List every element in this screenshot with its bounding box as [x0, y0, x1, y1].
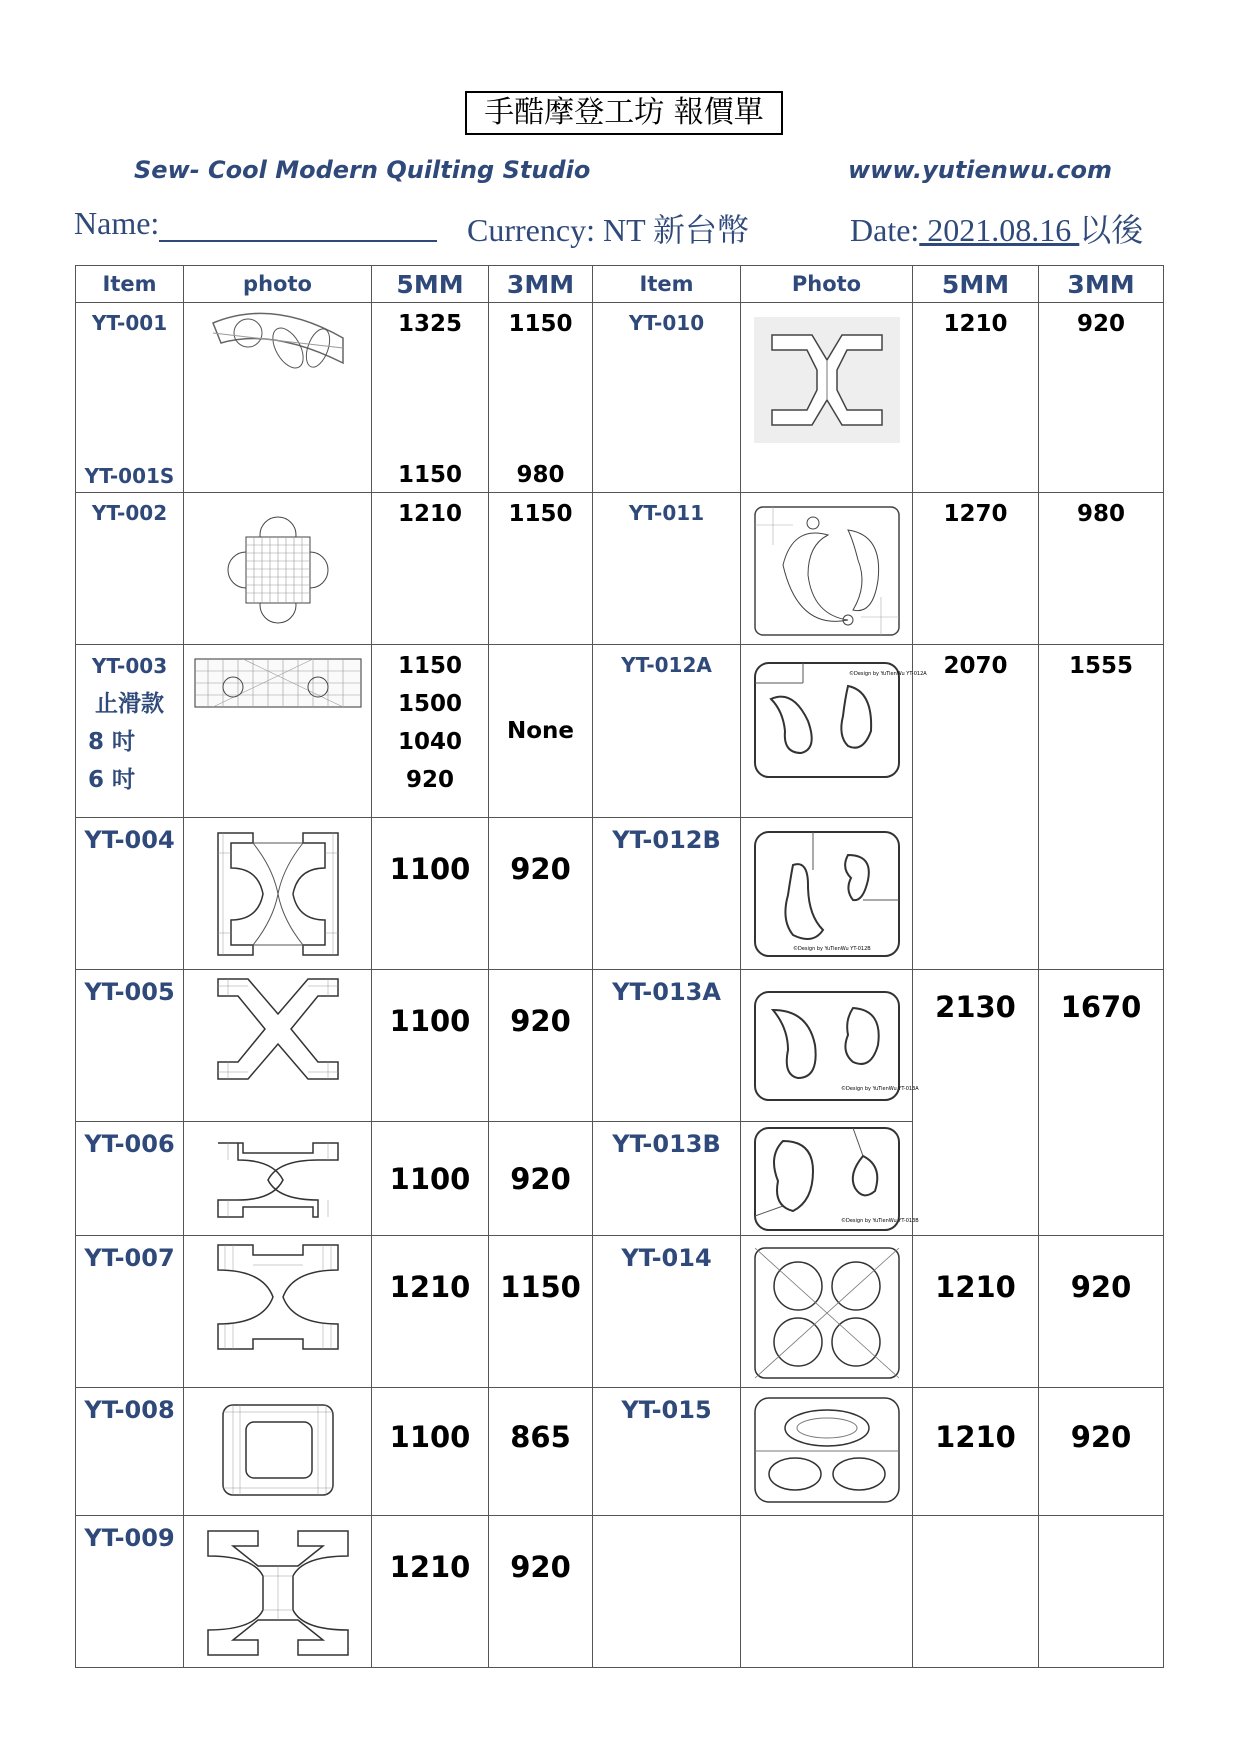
item-variant: 8 吋	[88, 729, 136, 755]
photo-cell	[741, 303, 913, 493]
price-value: 920	[510, 1549, 571, 1584]
price-value: 1555	[1068, 653, 1133, 679]
item-code: YT-001	[91, 311, 168, 335]
price-value: 1500	[397, 691, 462, 717]
col-header-3mm: 3MM	[489, 266, 593, 303]
item-code: YT-002	[91, 501, 168, 525]
empty-cell	[913, 1516, 1039, 1668]
ruler-photo	[203, 303, 353, 403]
price-3mm	[489, 645, 593, 818]
table-row	[76, 303, 1164, 493]
ruler-photo	[213, 1240, 343, 1354]
price-3mm	[489, 970, 593, 1122]
empty-cell	[1039, 1516, 1164, 1668]
price-value: 920	[405, 767, 454, 793]
price-value: 1100	[389, 1003, 471, 1038]
price-table	[75, 265, 1164, 1668]
price-value: 1670	[1060, 990, 1142, 1024]
col-header-5mm: 5MM	[372, 266, 489, 303]
studio-name: Sew- Cool Modern Quilting Studio	[134, 156, 591, 184]
price-value: 920	[1070, 1419, 1132, 1454]
price-value: 1100	[389, 1419, 471, 1454]
price-value: 1210	[935, 1419, 1016, 1454]
item-variant: 6 吋	[88, 767, 136, 793]
price-5mm	[913, 1388, 1039, 1516]
item-code: YT-005	[84, 978, 175, 1006]
ruler-photo	[213, 1138, 343, 1222]
item-cell	[593, 1122, 741, 1236]
ruler-photo	[753, 505, 901, 637]
price-value: 1210	[389, 1549, 471, 1584]
price-value: 1210	[943, 311, 1008, 337]
item-cell	[76, 1236, 184, 1388]
price-value: 1325	[397, 311, 462, 337]
col-header-5mm-right: 5MM	[913, 266, 1039, 303]
date-value: 2021.08.16	[919, 212, 1080, 248]
photo-cell	[741, 818, 913, 970]
price-value: 980	[516, 462, 565, 488]
ruler-photo	[218, 1400, 338, 1500]
item-cell	[76, 1122, 184, 1236]
item-cell	[76, 645, 184, 818]
photo-caption: ©Design by YuTienWu YT-012B	[792, 946, 871, 952]
item-code: YT-006	[84, 1130, 175, 1158]
table-row	[76, 645, 1164, 818]
price-value: 1100	[389, 851, 471, 886]
item-cell	[593, 493, 741, 645]
item-code: YT-013B	[612, 1130, 721, 1158]
item-code: YT-001S	[84, 464, 175, 488]
table-row	[76, 1516, 1164, 1668]
photo-cell	[184, 1516, 372, 1668]
price-value: 2130	[935, 990, 1016, 1024]
price-5mm	[372, 1388, 489, 1516]
photo-cell	[741, 1388, 913, 1516]
page-title: 手酷摩登工坊 報價單	[465, 91, 783, 135]
currency: Currency: NT 新台幣	[467, 212, 750, 248]
price-value: 920	[510, 1161, 571, 1196]
price-value: 1040	[397, 729, 462, 755]
ruler-photo	[203, 1526, 353, 1660]
col-header-item-right: Item	[593, 266, 741, 303]
col-header-photo: photo	[184, 266, 372, 303]
price-5mm	[372, 1236, 489, 1388]
price-5mm	[372, 818, 489, 970]
price-5mm	[913, 303, 1039, 493]
photo-cell	[184, 1388, 372, 1516]
table-row	[76, 493, 1164, 645]
item-cell	[76, 818, 184, 970]
price-3mm	[489, 1236, 593, 1388]
price-value: 1150	[397, 653, 462, 679]
date-line	[850, 205, 1143, 251]
price-value: 1150	[397, 462, 462, 488]
price-3mm	[489, 1122, 593, 1236]
price-value: 1210	[935, 1269, 1016, 1304]
col-header-item: Item	[76, 266, 184, 303]
price-value: 920	[1076, 311, 1125, 337]
photo-caption: ©Design by YuTienWu YT-013A	[840, 1086, 919, 1092]
header-row	[76, 266, 1164, 303]
empty-cell	[593, 1516, 741, 1668]
item-code: YT-003	[91, 654, 168, 678]
price-value: 920	[510, 851, 571, 886]
price-value: 920	[510, 1003, 571, 1038]
ruler-photo	[753, 661, 927, 779]
item-cell	[593, 1236, 741, 1388]
item-cell	[593, 645, 741, 818]
price-value: 920	[1070, 1269, 1132, 1304]
price-value: 1150	[508, 311, 573, 337]
price-3mm	[1039, 1236, 1164, 1388]
item-code: YT-007	[84, 1244, 175, 1272]
price-value: 1210	[397, 501, 462, 527]
price-value: 1100	[389, 1161, 471, 1196]
item-variant: 止滑款	[95, 691, 164, 717]
photo-cell	[741, 645, 927, 818]
item-code: YT-012A	[621, 653, 712, 677]
price-3mm	[1039, 493, 1164, 645]
item-cell	[593, 818, 741, 970]
price-3mm	[1039, 645, 1164, 970]
price-5mm	[913, 645, 1039, 970]
ruler-photo	[753, 990, 919, 1102]
price-5mm	[372, 303, 489, 493]
item-code: YT-004	[84, 826, 175, 854]
item-code: YT-008	[84, 1396, 175, 1424]
price-5mm	[372, 493, 489, 645]
item-cell	[76, 493, 184, 645]
photo-caption: ©Design by YuTienWu YT-013B	[840, 1218, 919, 1224]
date-suffix: 以後	[1079, 212, 1144, 248]
photo-cell	[741, 1122, 919, 1236]
ruler-photo	[228, 515, 328, 625]
item-code: YT-015	[621, 1396, 712, 1424]
photo-cell	[741, 970, 919, 1122]
item-code: YT-010	[628, 311, 705, 335]
item-code: YT-012B	[612, 826, 721, 854]
photo-cell	[741, 1236, 913, 1388]
price-3mm	[489, 1388, 593, 1516]
name-line	[74, 205, 437, 242]
photo-cell	[184, 303, 372, 493]
price-value: 1150	[500, 1269, 581, 1304]
table-row	[76, 1388, 1164, 1516]
date-label: Date:	[850, 212, 920, 248]
table-row	[76, 1236, 1164, 1388]
price-3mm	[1039, 1388, 1164, 1516]
item-code: YT-011	[628, 501, 705, 525]
photo-cell	[184, 645, 372, 818]
price-value: 1210	[389, 1269, 471, 1304]
photo-cell	[184, 1122, 372, 1236]
price-3mm	[489, 303, 593, 493]
item-cell	[76, 970, 184, 1122]
photo-cell	[184, 493, 372, 645]
ruler-photo	[213, 974, 343, 1084]
item-cell	[593, 970, 741, 1122]
item-cell	[593, 303, 741, 493]
item-code: YT-014	[621, 1244, 712, 1272]
price-5mm	[372, 645, 489, 818]
ruler-photo	[193, 657, 363, 709]
ruler-photo	[213, 828, 343, 960]
empty-cell	[741, 1516, 913, 1668]
price-5mm	[372, 970, 489, 1122]
item-cell	[76, 303, 184, 493]
item-cell	[76, 1516, 184, 1668]
price-value: 1270	[943, 501, 1008, 527]
photo-cell	[184, 970, 372, 1122]
price-5mm	[913, 970, 1039, 1236]
photo-cell	[184, 818, 372, 970]
price-3mm	[1039, 970, 1164, 1236]
price-value: 2070	[943, 653, 1008, 679]
price-3mm	[489, 1516, 593, 1668]
website: www.yutienwu.com	[848, 156, 1112, 184]
price-value: 980	[1076, 501, 1125, 527]
name-label: Name:	[74, 205, 160, 241]
item-cell	[76, 1388, 184, 1516]
item-code: YT-009	[84, 1524, 175, 1552]
ruler-photo	[752, 315, 902, 445]
ruler-photo	[753, 1126, 919, 1232]
price-5mm	[372, 1516, 489, 1668]
item-code: YT-013A	[612, 978, 721, 1006]
item-cell	[593, 1388, 741, 1516]
ruler-photo	[753, 830, 901, 958]
name-blank	[159, 210, 437, 242]
col-header-3mm-right: 3MM	[1039, 266, 1164, 303]
photo-cell	[184, 1236, 372, 1388]
price-3mm	[489, 493, 593, 645]
photo-cell	[741, 493, 913, 645]
price-3mm	[489, 818, 593, 970]
price-3mm	[1039, 303, 1164, 493]
price-5mm	[913, 493, 1039, 645]
price-5mm	[372, 1122, 489, 1236]
photo-caption: ©Design by YuTienWu YT-012A	[848, 671, 927, 677]
price-5mm	[913, 1236, 1039, 1388]
price-value: 1150	[508, 501, 573, 527]
ruler-photo	[753, 1396, 901, 1504]
col-header-photo-right: Photo	[741, 266, 913, 303]
ruler-photo	[753, 1246, 901, 1380]
price-value: 865	[510, 1419, 571, 1454]
table-row	[76, 970, 1164, 1122]
price-value: None	[506, 718, 575, 744]
